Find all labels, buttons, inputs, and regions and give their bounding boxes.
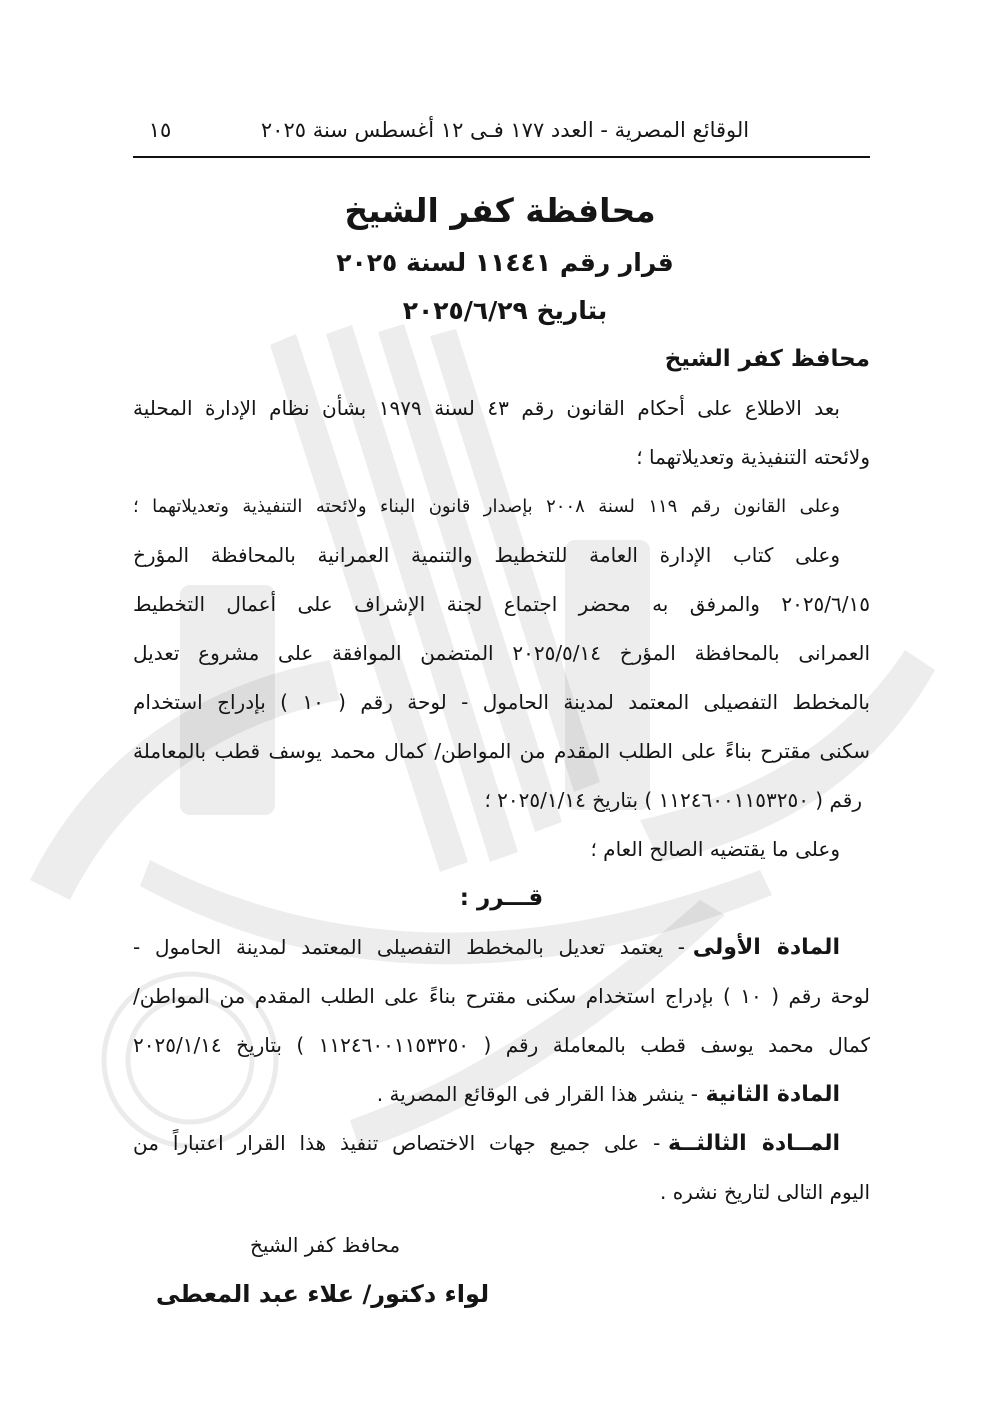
preamble-line: وعلى القانون رقم ١١٩ لسنة ٢٠٠٨ بإصدار قانون البناء ولائحته التنفيذية وتعديلاتهما ؛	[133, 496, 840, 517]
decree-number: قرار رقم ١١٤٤١ لسنة ٢٠٢٥	[336, 248, 674, 277]
preamble-line: ٢٠٢٥/٦/١٥ والمرفق به محضر اجتماع لجنة الإشراف على أعمال التخطيط	[133, 592, 870, 616]
preamble-line: وعلى ما يقتضيه الصالح العام ؛	[590, 837, 840, 861]
decree-date: بتاريخ ٢٠٢٥/٦/٢٩	[402, 296, 608, 325]
article-text: - ينشر هذا القرار فى الوقائع المصرية .	[376, 1082, 698, 1106]
article-text: - يعتمد تعديل بالمخطط التفصيلى المعتمد لمدينة الحامول -	[133, 935, 686, 959]
issuer-title: محافظ كفر الشيخ	[664, 346, 870, 372]
page-number: ١٥	[148, 118, 172, 142]
preamble-line: بالمخطط التفصيلى المعتمد لمدينة الحامول - لوحة رقم ( ١٠ ) بإدراج استخدام	[133, 690, 870, 714]
signatory-name: لواء دكتور/ علاء عبد المعطى	[155, 1280, 490, 1308]
preamble-line: العمرانى بالمحافظة المؤرخ ٢٠٢٥/٥/١٤ المتضمن الموافقة على مشروع تعديل	[133, 641, 870, 665]
preamble-line: بعد الاطلاع على أحكام القانون رقم ٤٣ لسنة ١٩٧٩ بشأن نظام الإدارة المحلية	[133, 396, 840, 420]
authority-title: محافظة كفر الشيخ	[344, 191, 656, 230]
article-line: لوحة رقم ( ١٠ ) بإدراج استخدام سكنى مقترح بناءً على الطلب المقدم من المواطن/	[133, 984, 870, 1008]
preamble-line: سكنى مقترح بناءً على الطلب المقدم من المواطن/ كمال محمد يوسف قطب بالمعاملة	[133, 739, 870, 763]
article-label: المــادة الثالثــة	[668, 1131, 840, 1156]
article-line	[133, 1119, 870, 1168]
decree-body	[133, 335, 870, 1217]
article-line: اليوم التالى لتاريخ نشره .	[659, 1180, 870, 1204]
preamble-line: وعلى كتاب الإدارة العامة للتخطيط والتنمية العمرانية بالمحافظة المؤرخ	[133, 543, 840, 567]
gazette-header-title: الوقائع المصرية - العدد ١٧٧ فـى ١٢ أغسطس سنة ٢٠٢٥	[260, 118, 750, 142]
article-text: - على جميع جهات الاختصاص تنفيذ هذا القرار اعتباراً من	[133, 1131, 661, 1155]
signatory-title: محافظ كفر الشيخ	[249, 1233, 401, 1257]
article-line	[133, 1070, 870, 1119]
decision-heading: قـــرر :	[459, 885, 544, 911]
header-divider	[133, 156, 870, 158]
article-line	[133, 923, 870, 972]
preamble-line: ولائحته التنفيذية وتعديلاتهما ؛	[636, 445, 870, 469]
article-label: المادة الأولى	[692, 935, 840, 960]
article-label: المادة الثانية	[705, 1082, 840, 1107]
article-line: كمال محمد يوسف قطب بالمعاملة رقم ( ١١٢٤٦٠٠١١٥٣٢٥٠ ) بتاريخ ٢٠٢٥/١/١٤	[133, 1033, 870, 1057]
preamble-line: رقم ( ١١٢٤٦٠٠١١٥٣٢٥٠ ) بتاريخ ٢٠٢٥/١/١٤ ؛	[484, 788, 862, 812]
